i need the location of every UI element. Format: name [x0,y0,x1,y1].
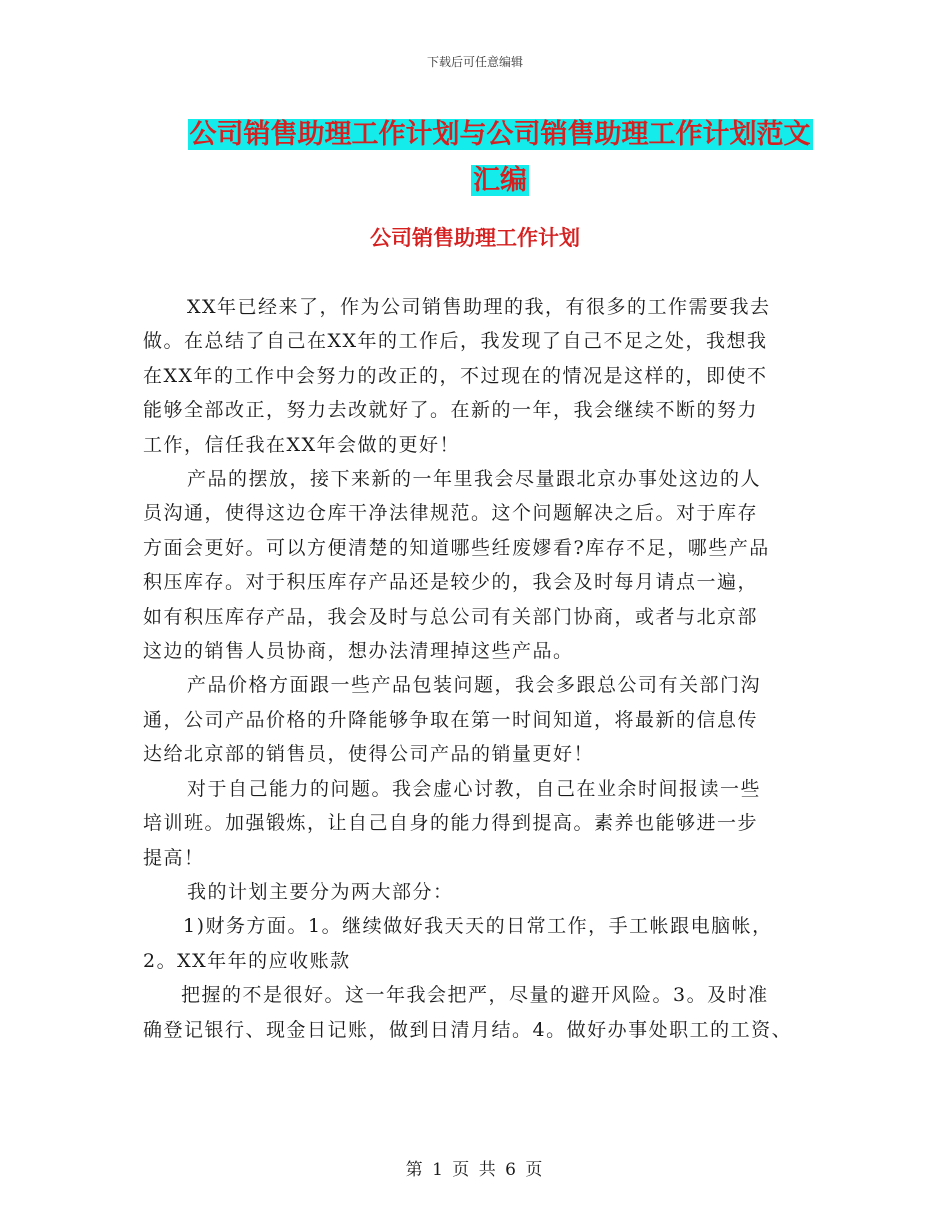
body-line: 产品价格方面跟一些产品包装问题，我会多跟总公司有关部门沟 [187,674,762,697]
body-line: 我的计划主要分为两大部分： [187,880,454,903]
body-line: 工作，信任我在XX年会做的更好！ [143,433,461,456]
body-line: 达给北京部的销售员，使得公司产品的销量更好！ [143,743,595,766]
section-title: 公司销售助理工作计划 [370,226,580,250]
header-note: 下载后可任意编辑 [426,55,523,69]
body-line: 确登记银行、现金日记账，做到日清月结。4。做好办事处职工的工资、 [143,1018,793,1041]
body-line: 这边的销售人员协商，想办法清理掉这些产品。 [143,640,574,663]
body-line: 员沟通，使得这边仓库干净法律规范。这个问题解决之后。对于库存 [143,502,759,525]
document-title [150,112,850,204]
title-line-2: 汇编 [473,165,527,196]
body-line: 把握的不是很好。这一年我会把严，尽量的避开风险。3。及时准 [181,984,769,1007]
body-line: 能够全部改正，努力去改就好了。在新的一年，我会继续不断的努力 [143,399,759,422]
body-line: 通，公司产品价格的升降能够争取在第一时间知道，将最新的信息传 [143,708,759,731]
body-line: 做。在总结了自己在XX年的工作后，我发现了自己不足之处，我想我 [143,330,768,353]
body-line: 培训班。加强锻炼，让自己自身的能力得到提高。素养也能够进一步 [143,812,759,835]
body-line: XX年已经来了，作为公司销售助理的我，有很多的工作需要我去 [187,296,771,318]
body-line: 如有积压库存产品，我会及时与总公司有关部门协商，或者与北京部 [143,605,759,628]
body-line: 积压库存。对于积压库存产品还是较少的，我会及时每月请点一遍， [143,571,759,594]
body-line: 在XX年的工作中会努力的改正的，不过现在的情况是这样的，即使不 [143,364,768,387]
title-line-1: 公司销售助理工作计划与公司销售助理工作计划范文 [189,119,811,150]
body-line: 对于自己能力的问题。我会虚心讨教，自己在业余时间报读一些 [187,777,762,800]
page-footer: 第 1 页 共 6 页 [405,1160,545,1180]
body-line: 提高！ [143,846,205,869]
body-line: 产品的摆放，接下来新的一年里我会尽量跟北京办事处这边的人 [187,468,762,491]
body-line: 2。XX年年的应收账款 [143,949,351,972]
body-line: 方面会更好。可以方便清楚的知道哪些纴废嫪看?库存不足，哪些产品 [143,536,770,559]
body-line: 1)财务方面。1。继续做好我天天的日常工作，手工帐跟电脑帐， [183,915,773,938]
body-text [143,290,823,1047]
